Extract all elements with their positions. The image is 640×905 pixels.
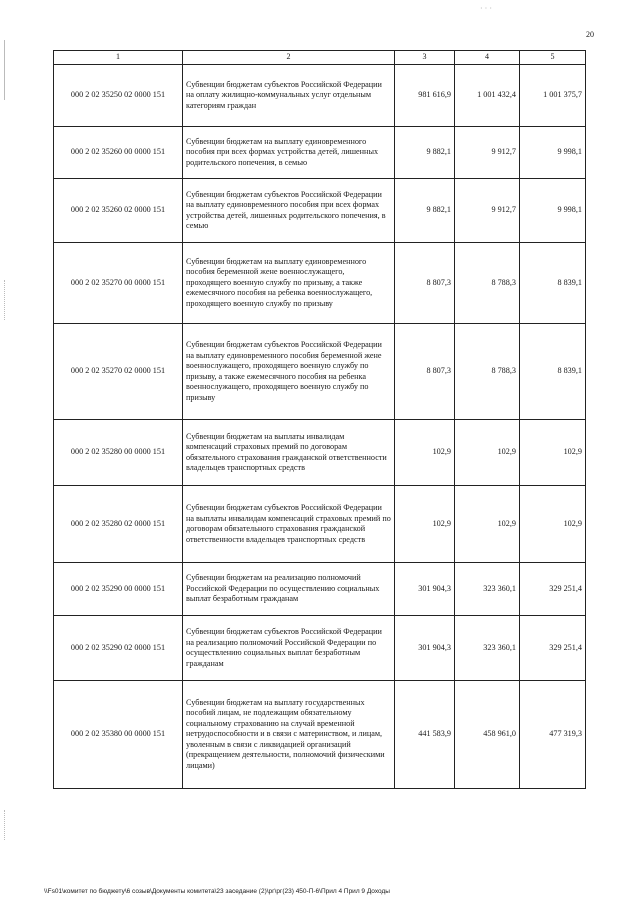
budget-code-cell: 000 2 02 35290 02 0000 151 — [54, 616, 183, 681]
value-col3-cell: 301 904,3 — [395, 616, 455, 681]
table-row — [54, 420, 586, 486]
column-header-4: 4 — [455, 51, 520, 65]
scan-artifact-dots: · · · — [480, 4, 492, 13]
column-header-5: 5 — [520, 51, 586, 65]
value-col3-cell: 102,9 — [395, 486, 455, 563]
table-row — [54, 179, 586, 243]
value-col5-cell: 9 998,1 — [520, 127, 586, 179]
budget-code-cell: 000 2 02 35290 00 0000 151 — [54, 563, 183, 616]
value-col3-cell: 9 882,1 — [395, 127, 455, 179]
budget-code-cell: 000 2 02 35280 02 0000 151 — [54, 486, 183, 563]
column-header-2: 2 — [183, 51, 395, 65]
value-col4-cell: 8 788,3 — [455, 243, 520, 324]
value-col4-cell: 1 001 432,4 — [455, 65, 520, 127]
margin-scan-mark — [4, 280, 7, 320]
description-cell: Субвенции бюджетам на реализацию полномочий Российской Федерации по осуществлению социальных выплат безработным гражданам — [183, 563, 395, 616]
table-row — [54, 127, 586, 179]
page-number: 20 — [586, 30, 594, 39]
table-row — [54, 486, 586, 563]
file-path-footer: \\Fs01\комитет по бюджету\6 созыв\Документы комитета\23 заседание (2)\рг\рг(23) 450-П-6\Прил 4 Прил 9 Доходы — [44, 888, 390, 895]
budget-code-cell: 000 2 02 35260 00 0000 151 — [54, 127, 183, 179]
value-col5-cell: 102,9 — [520, 420, 586, 486]
value-col3-cell: 8 807,3 — [395, 324, 455, 420]
margin-scan-mark — [4, 810, 7, 840]
description-cell: Субвенции бюджетам субъектов Российской Федерации на выплату единовременного пособия беременной жене военнослужащего, проходящего военную службу по призыву, а также ежемесячного пособия на ребенка военнослужащего, проходящего военную службу по призыву — [183, 324, 395, 420]
column-header-1: 1 — [54, 51, 183, 65]
table-row — [54, 324, 586, 420]
margin-scan-mark — [4, 40, 7, 100]
value-col4-cell: 102,9 — [455, 486, 520, 563]
table-row — [54, 563, 586, 616]
value-col3-cell: 102,9 — [395, 420, 455, 486]
value-col5-cell: 9 998,1 — [520, 179, 586, 243]
value-col4-cell: 8 788,3 — [455, 324, 520, 420]
budget-code-cell: 000 2 02 35260 02 0000 151 — [54, 179, 183, 243]
table-header-row — [54, 51, 586, 65]
description-cell: Субвенции бюджетам на выплату государственных пособий лицам, не подлежащим обязательному социальному страхованию на случай временной нетрудоспособности и в связи с материнством, и лицам, уволенным в связи с ликвидацией организаций (прекращением деятельности, полномочий физическими лицами) — [183, 681, 395, 789]
value-col3-cell: 981 616,9 — [395, 65, 455, 127]
table-row — [54, 681, 586, 789]
value-col5-cell: 1 001 375,7 — [520, 65, 586, 127]
description-cell: Субвенции бюджетам на выплату единовременного пособия при всех формах устройства детей, лишенных родительского попечения, в семью — [183, 127, 395, 179]
description-cell: Субвенции бюджетам субъектов Российской Федерации на выплаты инвалидам компенсаций страховых премий по договорам обязательного страхования гражданской ответственности владельцев транспортных средств — [183, 486, 395, 563]
value-col3-cell: 301 904,3 — [395, 563, 455, 616]
description-cell: Субвенции бюджетам на выплаты инвалидам компенсаций страховых премий по договорам обязательного страхования гражданской ответственности владельцев транспортных средств — [183, 420, 395, 486]
budget-code-cell: 000 2 02 35270 00 0000 151 — [54, 243, 183, 324]
description-cell: Субвенции бюджетам на выплату единовременного пособия беременной жене военнослужащего, проходящего военную службу по призыву, а также ежемесячного пособия на ребенка военнослужащего, проходящего военную службу по призыву — [183, 243, 395, 324]
value-col3-cell: 8 807,3 — [395, 243, 455, 324]
table-row — [54, 616, 586, 681]
value-col4-cell: 458 961,0 — [455, 681, 520, 789]
value-col5-cell: 8 839,1 — [520, 243, 586, 324]
value-col4-cell: 9 912,7 — [455, 179, 520, 243]
value-col4-cell: 323 360,1 — [455, 616, 520, 681]
value-col5-cell: 102,9 — [520, 486, 586, 563]
description-cell: Субвенции бюджетам субъектов Российской Федерации на выплату единовременного пособия при всех формах устройства детей, лишенных родительского попечения, в семью — [183, 179, 395, 243]
description-cell: Субвенции бюджетам субъектов Российской Федерации на реализацию полномочий Российской Федерации по осуществлению социальных выплат безработным гражданам — [183, 616, 395, 681]
value-col5-cell: 8 839,1 — [520, 324, 586, 420]
revenue-table — [53, 50, 586, 789]
description-cell: Субвенции бюджетам субъектов Российской Федерации на оплату жилищно-коммунальных услуг отдельным категориям граждан — [183, 65, 395, 127]
budget-code-cell: 000 2 02 35250 02 0000 151 — [54, 65, 183, 127]
table-row — [54, 243, 586, 324]
value-col4-cell: 323 360,1 — [455, 563, 520, 616]
value-col5-cell: 329 251,4 — [520, 616, 586, 681]
value-col4-cell: 9 912,7 — [455, 127, 520, 179]
value-col5-cell: 477 319,3 — [520, 681, 586, 789]
value-col4-cell: 102,9 — [455, 420, 520, 486]
budget-code-cell: 000 2 02 35380 00 0000 151 — [54, 681, 183, 789]
table-row — [54, 65, 586, 127]
value-col3-cell: 441 583,9 — [395, 681, 455, 789]
budget-code-cell: 000 2 02 35270 02 0000 151 — [54, 324, 183, 420]
budget-code-cell: 000 2 02 35280 00 0000 151 — [54, 420, 183, 486]
value-col3-cell: 9 882,1 — [395, 179, 455, 243]
value-col5-cell: 329 251,4 — [520, 563, 586, 616]
column-header-3: 3 — [395, 51, 455, 65]
